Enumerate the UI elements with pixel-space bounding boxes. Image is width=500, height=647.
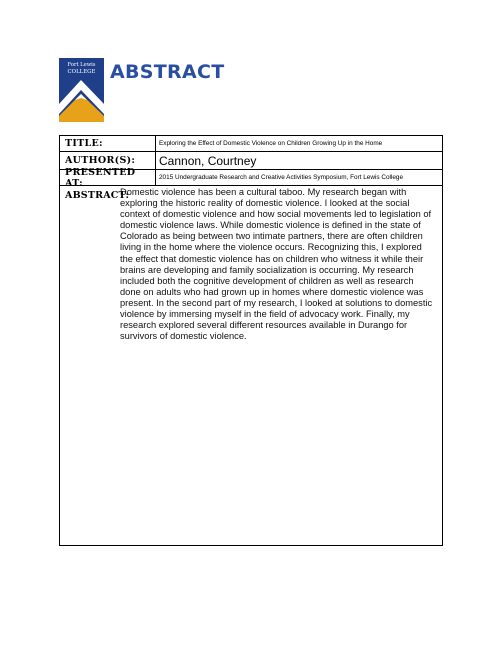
abstract-form (59, 135, 443, 546)
title-row (60, 136, 442, 152)
presented-value: 2015 Undergraduate Research and Creative Activities Symposium, Fort Lewis College (159, 174, 404, 181)
page-heading: ABSTRACT (110, 61, 225, 83)
title-value: Exploring the Effect of Domestic Violence on Children Growing Up in the Home (159, 140, 383, 147)
abstract-text: Domestic violence has been a cultural taboo. My research began with exploring the historic reality of domestic violence. I looked at the social context of domestic violence and how social movements led to legislation of domestic violence laws. While domestic violence is defined in the state of Colorado as being between two intimate partners, there are often children living in the home where the violence occurs. Recognizing this, I explored the effect that domestic violence has on children who witness it while their brains are developing and family socialization is occurring. My research included both the cognitive development of children as well as research done on adults who had grown up in homes where domestic violence was present. In the second part of my research, I looked at solutions to domestic violence by immersing myself in the field of advocacy work. Finally, my research explored several different resources available in Durango for survivors of domestic violence. (120, 187, 433, 342)
author-value: Cannon, Courtney (159, 153, 257, 168)
presented-label: PRESENTED AT: (60, 170, 156, 185)
title-label: TITLE: (60, 136, 156, 151)
svg-text:Fort Lewis: Fort Lewis (67, 62, 96, 68)
author-label: AUTHOR(S): (60, 152, 156, 169)
abstract-label: ABSTRACT: (65, 190, 130, 201)
svg-text:COLLEGE: COLLEGE (67, 69, 96, 75)
fort-lewis-college-logo (59, 58, 104, 122)
presented-row (60, 166, 442, 189)
